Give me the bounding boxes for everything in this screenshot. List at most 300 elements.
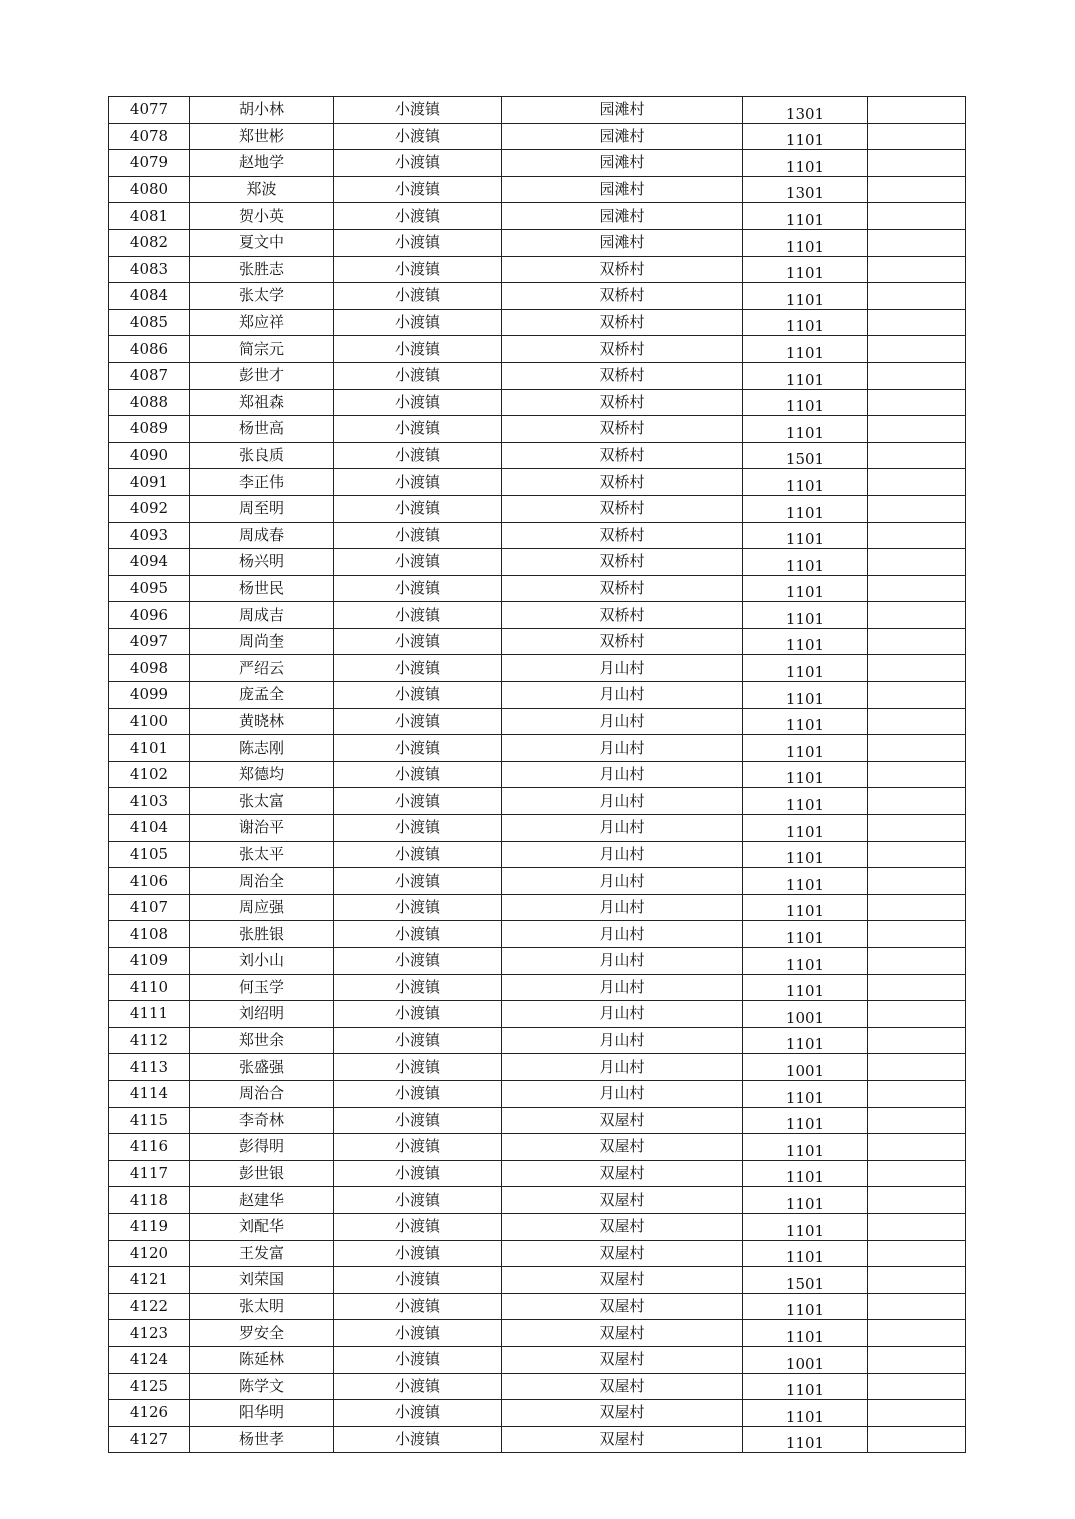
name-cell: 严绍云 [190,655,334,682]
remark-cell [868,1080,966,1107]
remark-cell [868,974,966,1001]
table-row [109,522,966,549]
town-cell: 小渡镇 [334,815,502,842]
serial-number-cell: 4082 [109,229,190,256]
code-cell: 1101 [743,815,868,842]
serial-number-cell: 4092 [109,495,190,522]
town-cell: 小渡镇 [334,442,502,469]
name-cell: 杨世民 [190,575,334,602]
roster-table [108,96,966,1453]
serial-number-cell: 4079 [109,150,190,177]
name-cell: 李正伟 [190,469,334,496]
remark-cell [868,176,966,203]
town-cell: 小渡镇 [334,894,502,921]
table-row [109,1213,966,1240]
village-cell: 双屋村 [502,1346,743,1373]
name-cell: 郑波 [190,176,334,203]
name-cell: 张良质 [190,442,334,469]
village-cell: 双桥村 [502,416,743,443]
name-cell: 黄晓林 [190,708,334,735]
name-cell: 周成吉 [190,602,334,629]
remark-cell [868,815,966,842]
code-cell: 1101 [743,1213,868,1240]
village-cell: 月山村 [502,815,743,842]
village-cell: 双桥村 [502,628,743,655]
town-cell: 小渡镇 [334,495,502,522]
serial-number-cell: 4112 [109,1027,190,1054]
town-cell: 小渡镇 [334,1400,502,1427]
code-cell: 1101 [743,1160,868,1187]
town-cell: 小渡镇 [334,575,502,602]
serial-number-cell: 4116 [109,1134,190,1161]
table-row [109,788,966,815]
table-row [109,1107,966,1134]
name-cell: 何玉学 [190,974,334,1001]
remark-cell [868,416,966,443]
name-cell: 郑祖森 [190,389,334,416]
village-cell: 月山村 [502,788,743,815]
serial-number-cell: 4102 [109,761,190,788]
serial-number-cell: 4091 [109,469,190,496]
remark-cell [868,894,966,921]
town-cell: 小渡镇 [334,1240,502,1267]
name-cell: 夏文中 [190,229,334,256]
remark-cell [868,1426,966,1453]
code-cell: 1501 [743,1267,868,1294]
code-cell: 1101 [743,1320,868,1347]
village-cell: 双屋村 [502,1293,743,1320]
village-cell: 双桥村 [502,549,743,576]
town-cell: 小渡镇 [334,256,502,283]
town-cell: 小渡镇 [334,1346,502,1373]
name-cell: 张太富 [190,788,334,815]
serial-number-cell: 4123 [109,1320,190,1347]
village-cell: 园滩村 [502,176,743,203]
serial-number-cell: 4086 [109,336,190,363]
name-cell: 彭得明 [190,1134,334,1161]
serial-number-cell: 4113 [109,1054,190,1081]
table-row [109,1373,966,1400]
table-row [109,1027,966,1054]
village-cell: 月山村 [502,1054,743,1081]
town-cell: 小渡镇 [334,97,502,124]
remark-cell [868,1027,966,1054]
table-row [109,549,966,576]
town-cell: 小渡镇 [334,1267,502,1294]
town-cell: 小渡镇 [334,974,502,1001]
code-cell: 1101 [743,1134,868,1161]
village-cell: 双屋村 [502,1240,743,1267]
table-row [109,1001,966,1028]
serial-number-cell: 4090 [109,442,190,469]
village-cell: 园滩村 [502,203,743,230]
name-cell: 郑德均 [190,761,334,788]
serial-number-cell: 4097 [109,628,190,655]
code-cell: 1101 [743,309,868,336]
name-cell: 彭世才 [190,362,334,389]
town-cell: 小渡镇 [334,602,502,629]
name-cell: 张太明 [190,1293,334,1320]
remark-cell [868,203,966,230]
serial-number-cell: 4125 [109,1373,190,1400]
remark-cell [868,362,966,389]
code-cell: 1101 [743,682,868,709]
table-row [109,469,966,496]
village-cell: 双屋村 [502,1426,743,1453]
serial-number-cell: 4093 [109,522,190,549]
code-cell: 1101 [743,256,868,283]
village-cell: 园滩村 [502,123,743,150]
village-cell: 双桥村 [502,283,743,310]
table-row [109,416,966,443]
name-cell: 杨世高 [190,416,334,443]
code-cell: 1101 [743,522,868,549]
serial-number-cell: 4121 [109,1267,190,1294]
name-cell: 周成春 [190,522,334,549]
serial-number-cell: 4117 [109,1160,190,1187]
remark-cell [868,841,966,868]
table-row [109,841,966,868]
remark-cell [868,761,966,788]
code-cell: 1301 [743,176,868,203]
village-cell: 月山村 [502,761,743,788]
code-cell: 1101 [743,655,868,682]
village-cell: 双桥村 [502,575,743,602]
name-cell: 刘荣国 [190,1267,334,1294]
table-row [109,1293,966,1320]
remark-cell [868,1054,966,1081]
town-cell: 小渡镇 [334,362,502,389]
name-cell: 刘小山 [190,948,334,975]
name-cell: 刘绍明 [190,1001,334,1028]
town-cell: 小渡镇 [334,549,502,576]
town-cell: 小渡镇 [334,522,502,549]
table-row [109,974,966,1001]
table-row [109,575,966,602]
name-cell: 杨兴明 [190,549,334,576]
town-cell: 小渡镇 [334,1054,502,1081]
table-row [109,283,966,310]
table-row [109,442,966,469]
table-row [109,628,966,655]
serial-number-cell: 4103 [109,788,190,815]
village-cell: 双屋村 [502,1107,743,1134]
remark-cell [868,1320,966,1347]
serial-number-cell: 4111 [109,1001,190,1028]
table-row [109,682,966,709]
remark-cell [868,682,966,709]
serial-number-cell: 4094 [109,549,190,576]
table-row [109,309,966,336]
town-cell: 小渡镇 [334,1027,502,1054]
name-cell: 陈延林 [190,1346,334,1373]
table-row [109,1054,966,1081]
town-cell: 小渡镇 [334,229,502,256]
remark-cell [868,788,966,815]
name-cell: 胡小林 [190,97,334,124]
code-cell: 1101 [743,1293,868,1320]
remark-cell [868,150,966,177]
code-cell: 1101 [743,1373,868,1400]
code-cell: 1001 [743,1001,868,1028]
remark-cell [868,389,966,416]
village-cell: 月山村 [502,735,743,762]
serial-number-cell: 4085 [109,309,190,336]
name-cell: 张太平 [190,841,334,868]
town-cell: 小渡镇 [334,841,502,868]
town-cell: 小渡镇 [334,336,502,363]
remark-cell [868,1240,966,1267]
village-cell: 双屋村 [502,1400,743,1427]
serial-number-cell: 4118 [109,1187,190,1214]
serial-number-cell: 4083 [109,256,190,283]
code-cell: 1101 [743,761,868,788]
serial-number-cell: 4104 [109,815,190,842]
remark-cell [868,97,966,124]
name-cell: 周应强 [190,894,334,921]
name-cell: 张太学 [190,283,334,310]
code-cell: 1101 [743,469,868,496]
code-cell: 1101 [743,788,868,815]
serial-number-cell: 4124 [109,1346,190,1373]
code-cell: 1101 [743,123,868,150]
name-cell: 谢治平 [190,815,334,842]
code-cell: 1101 [743,735,868,762]
town-cell: 小渡镇 [334,948,502,975]
code-cell: 1101 [743,628,868,655]
village-cell: 双屋村 [502,1187,743,1214]
table-row [109,256,966,283]
town-cell: 小渡镇 [334,921,502,948]
remark-cell [868,868,966,895]
table-row [109,1160,966,1187]
town-cell: 小渡镇 [334,708,502,735]
name-cell: 郑世彬 [190,123,334,150]
table-row [109,761,966,788]
remark-cell [868,655,966,682]
village-cell: 双桥村 [502,309,743,336]
town-cell: 小渡镇 [334,1213,502,1240]
name-cell: 杨世孝 [190,1426,334,1453]
name-cell: 赵建华 [190,1187,334,1214]
village-cell: 园滩村 [502,150,743,177]
remark-cell [868,1400,966,1427]
remark-cell [868,522,966,549]
name-cell: 陈学文 [190,1373,334,1400]
table-row [109,176,966,203]
roster-table-body [109,97,966,1453]
village-cell: 双桥村 [502,522,743,549]
code-cell: 1101 [743,1426,868,1453]
table-row [109,1134,966,1161]
town-cell: 小渡镇 [334,1187,502,1214]
code-cell: 1101 [743,1027,868,1054]
village-cell: 月山村 [502,1080,743,1107]
serial-number-cell: 4084 [109,283,190,310]
serial-number-cell: 4108 [109,921,190,948]
code-cell: 1101 [743,203,868,230]
code-cell: 1101 [743,921,868,948]
code-cell: 1501 [743,442,868,469]
code-cell: 1101 [743,948,868,975]
village-cell: 双桥村 [502,469,743,496]
remark-cell [868,1346,966,1373]
code-cell: 1101 [743,549,868,576]
remark-cell [868,495,966,522]
name-cell: 刘配华 [190,1213,334,1240]
village-cell: 月山村 [502,894,743,921]
village-cell: 月山村 [502,1027,743,1054]
village-cell: 双屋村 [502,1373,743,1400]
remark-cell [868,256,966,283]
serial-number-cell: 4110 [109,974,190,1001]
table-row [109,815,966,842]
town-cell: 小渡镇 [334,389,502,416]
serial-number-cell: 4120 [109,1240,190,1267]
serial-number-cell: 4101 [109,735,190,762]
town-cell: 小渡镇 [334,1134,502,1161]
town-cell: 小渡镇 [334,1426,502,1453]
name-cell: 陈志刚 [190,735,334,762]
code-cell: 1101 [743,362,868,389]
town-cell: 小渡镇 [334,416,502,443]
code-cell: 1101 [743,229,868,256]
name-cell: 周尚奎 [190,628,334,655]
name-cell: 赵地学 [190,150,334,177]
table-row [109,203,966,230]
code-cell: 1101 [743,336,868,363]
name-cell: 庞孟全 [190,682,334,709]
code-cell: 1101 [743,841,868,868]
table-row [109,921,966,948]
remark-cell [868,1293,966,1320]
remark-cell [868,309,966,336]
remark-cell [868,948,966,975]
code-cell: 1101 [743,868,868,895]
serial-number-cell: 4087 [109,362,190,389]
town-cell: 小渡镇 [334,176,502,203]
code-cell: 1101 [743,1187,868,1214]
village-cell: 月山村 [502,682,743,709]
name-cell: 周治合 [190,1080,334,1107]
remark-cell [868,1107,966,1134]
remark-cell [868,708,966,735]
code-cell: 1101 [743,974,868,1001]
serial-number-cell: 4107 [109,894,190,921]
village-cell: 双屋村 [502,1267,743,1294]
code-cell: 1101 [743,894,868,921]
remark-cell [868,1373,966,1400]
remark-cell [868,1001,966,1028]
remark-cell [868,229,966,256]
name-cell: 张胜银 [190,921,334,948]
table-row [109,602,966,629]
serial-number-cell: 4122 [109,1293,190,1320]
town-cell: 小渡镇 [334,123,502,150]
code-cell: 1101 [743,389,868,416]
serial-number-cell: 4080 [109,176,190,203]
name-cell: 周治全 [190,868,334,895]
remark-cell [868,628,966,655]
name-cell: 郑应祥 [190,309,334,336]
town-cell: 小渡镇 [334,283,502,310]
remark-cell [868,735,966,762]
serial-number-cell: 4119 [109,1213,190,1240]
serial-number-cell: 4088 [109,389,190,416]
code-cell: 1101 [743,1080,868,1107]
town-cell: 小渡镇 [334,1373,502,1400]
name-cell: 郑世余 [190,1027,334,1054]
town-cell: 小渡镇 [334,469,502,496]
serial-number-cell: 4126 [109,1400,190,1427]
serial-number-cell: 4099 [109,682,190,709]
code-cell: 1101 [743,575,868,602]
town-cell: 小渡镇 [334,1001,502,1028]
code-cell: 1101 [743,416,868,443]
serial-number-cell: 4096 [109,602,190,629]
town-cell: 小渡镇 [334,309,502,336]
code-cell: 1001 [743,1054,868,1081]
table-row [109,150,966,177]
table-row [109,1080,966,1107]
serial-number-cell: 4127 [109,1426,190,1453]
name-cell: 张胜志 [190,256,334,283]
village-cell: 月山村 [502,948,743,975]
remark-cell [868,1267,966,1294]
village-cell: 月山村 [502,868,743,895]
village-cell: 月山村 [502,708,743,735]
table-row [109,1320,966,1347]
table-row [109,708,966,735]
table-row [109,495,966,522]
town-cell: 小渡镇 [334,1320,502,1347]
village-cell: 双桥村 [502,442,743,469]
table-row [109,229,966,256]
code-cell: 1101 [743,495,868,522]
village-cell: 园滩村 [502,229,743,256]
code-cell: 1101 [743,1240,868,1267]
code-cell: 1301 [743,97,868,124]
table-row [109,389,966,416]
table-row [109,336,966,363]
town-cell: 小渡镇 [334,1080,502,1107]
serial-number-cell: 4114 [109,1080,190,1107]
remark-cell [868,283,966,310]
name-cell: 简宗元 [190,336,334,363]
serial-number-cell: 4078 [109,123,190,150]
town-cell: 小渡镇 [334,788,502,815]
code-cell: 1101 [743,1107,868,1134]
serial-number-cell: 4089 [109,416,190,443]
table-row [109,894,966,921]
name-cell: 贺小英 [190,203,334,230]
code-cell: 1101 [743,602,868,629]
name-cell: 彭世银 [190,1160,334,1187]
remark-cell [868,1187,966,1214]
town-cell: 小渡镇 [334,682,502,709]
remark-cell [868,575,966,602]
table-row [109,1400,966,1427]
village-cell: 双桥村 [502,389,743,416]
table-row [109,97,966,124]
table-row [109,655,966,682]
table-row [109,868,966,895]
town-cell: 小渡镇 [334,1160,502,1187]
name-cell: 罗安全 [190,1320,334,1347]
table-row [109,948,966,975]
village-cell: 双屋村 [502,1320,743,1347]
remark-cell [868,123,966,150]
